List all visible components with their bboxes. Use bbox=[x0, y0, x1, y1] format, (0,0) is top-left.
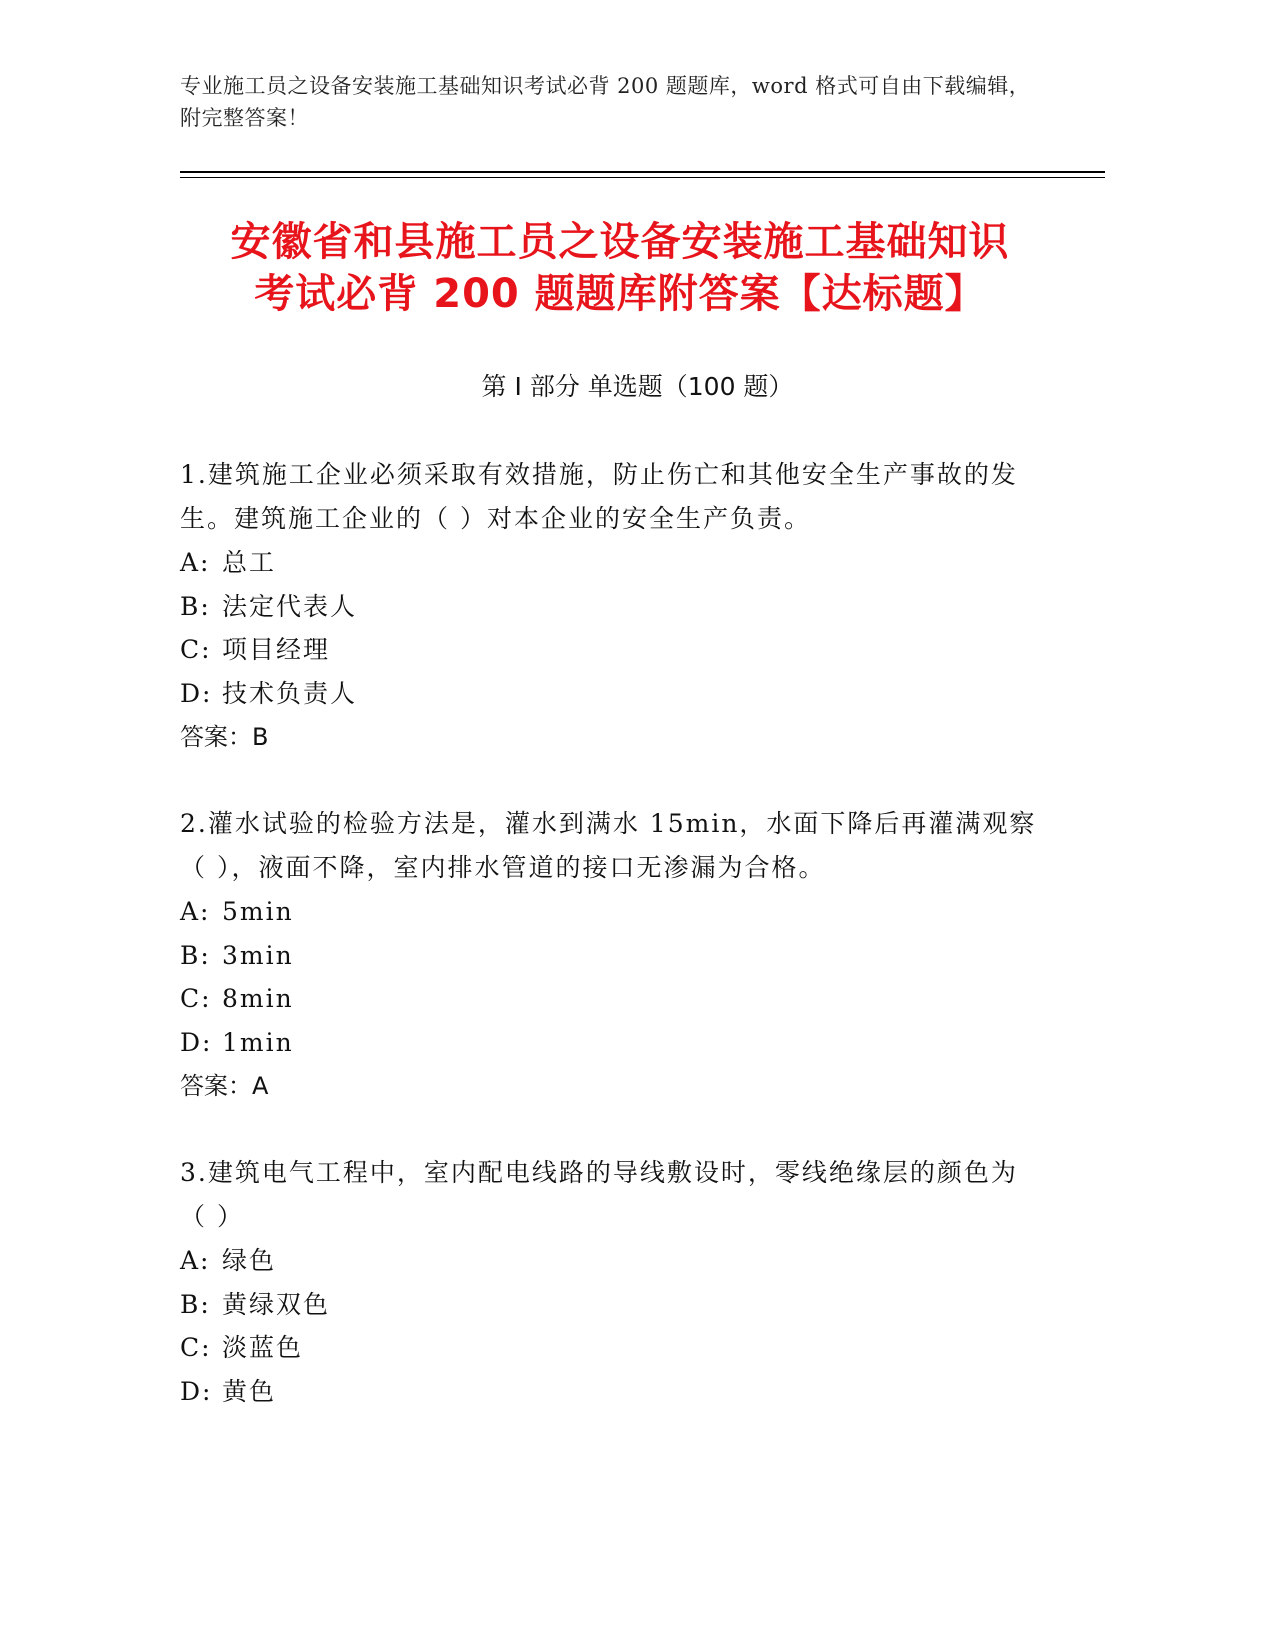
option-text: 绿色 bbox=[222, 1246, 277, 1275]
option-b bbox=[180, 1283, 1040, 1327]
option-letter: D: bbox=[180, 678, 213, 708]
option-letter: A: bbox=[180, 548, 211, 577]
option-letter: B: bbox=[180, 1289, 211, 1319]
section-title: 第 I 部分 单选题（100 题） bbox=[481, 372, 794, 401]
option-text: 淡蓝色 bbox=[222, 1333, 304, 1362]
option-text: 1min bbox=[222, 1027, 294, 1057]
option-letter: A: bbox=[180, 897, 211, 926]
document-title bbox=[140, 216, 1100, 320]
question-stem: 1.建筑施工企业必须采取有效措施，防止伤亡和其他安全生产事故的发生。建筑施工企业的（ ）对本企业的安全生产负责。 bbox=[180, 460, 1018, 533]
document-title-line-2: 考试必背 200 题题库附答案【达标题】 bbox=[254, 271, 986, 317]
option-b bbox=[180, 585, 1040, 629]
option-letter: C: bbox=[180, 635, 212, 664]
option-text: 项目经理 bbox=[222, 635, 331, 664]
option-text: 技术负责人 bbox=[222, 678, 358, 708]
option-text: 3min bbox=[222, 940, 294, 970]
option-c bbox=[180, 977, 1040, 1021]
option-letter: A: bbox=[180, 1246, 211, 1275]
option-b bbox=[180, 934, 1040, 978]
header-divider-thin bbox=[180, 177, 1105, 178]
option-text: 8min bbox=[222, 984, 294, 1013]
answer-line: 答案：A bbox=[180, 1072, 269, 1100]
answer-line: 答案：B bbox=[180, 723, 269, 751]
option-a bbox=[180, 541, 1040, 585]
option-d bbox=[180, 672, 1040, 716]
option-text: 5min bbox=[222, 897, 294, 926]
question-3 bbox=[180, 1151, 1040, 1413]
option-letter: B: bbox=[180, 591, 211, 621]
question-list bbox=[180, 453, 1040, 1456]
question-stem: 2.灌水试验的检验方法是，灌水到满水 15min，水面下降后再灌满观察（ ），液面不降，室内排水管道的接口无渗漏为合格。 bbox=[180, 809, 1037, 882]
option-d bbox=[180, 1370, 1040, 1414]
option-text: 黄色 bbox=[222, 1376, 277, 1406]
question-1 bbox=[180, 453, 1040, 759]
option-d bbox=[180, 1021, 1040, 1065]
option-letter: D: bbox=[180, 1027, 213, 1057]
option-letter: C: bbox=[180, 1333, 212, 1362]
option-a bbox=[180, 890, 1040, 934]
question-2 bbox=[180, 802, 1040, 1108]
option-text: 总工 bbox=[222, 548, 277, 577]
option-c bbox=[180, 628, 1040, 672]
option-a bbox=[180, 1239, 1040, 1283]
option-letter: D: bbox=[180, 1376, 213, 1406]
header-divider-thick bbox=[180, 171, 1105, 173]
option-c bbox=[180, 1326, 1040, 1370]
option-letter: C: bbox=[180, 984, 212, 1013]
option-letter: B: bbox=[180, 940, 211, 970]
document-title-line-1: 安徽省和县施工员之设备安装施工基础知识 bbox=[230, 219, 1010, 265]
header-note: 专业施工员之设备安装施工基础知识考试必背 200 题题库，word 格式可自由下载编辑，附完整答案！ bbox=[180, 74, 1031, 130]
question-stem: 3.建筑电气工程中，室内配电线路的导线敷设时，零线绝缘层的颜色为（ ） bbox=[180, 1158, 1018, 1231]
option-text: 法定代表人 bbox=[222, 591, 358, 621]
option-text: 黄绿双色 bbox=[222, 1289, 331, 1319]
